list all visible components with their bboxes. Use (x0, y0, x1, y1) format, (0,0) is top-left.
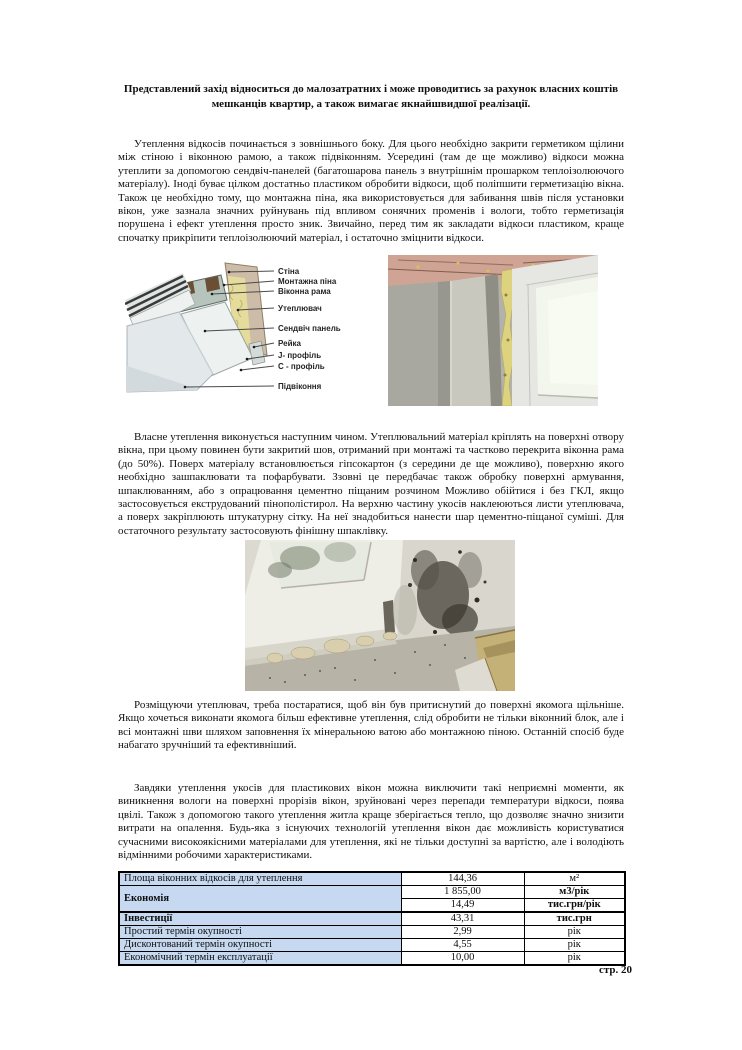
table-cell-value: 1 855,00 (401, 886, 524, 899)
table-cell-label: Економія (119, 886, 401, 913)
diagram-label-window-frame: Віконна рама (278, 287, 331, 296)
table-cell-value: 10,00 (401, 952, 524, 966)
table-row-savings-1 (119, 886, 625, 899)
page-number: стр. 20 (598, 964, 632, 976)
results-table (118, 871, 626, 966)
diagram-label-foam: Монтажна піна (278, 277, 337, 286)
table-cell-label: Площа віконних відкосів для утеплення (119, 872, 401, 886)
table-cell-unit: тис.грн (524, 912, 625, 926)
table-row-simple-payback (119, 926, 625, 939)
table-cell-unit: тис.грн/рік (524, 899, 625, 913)
page-title: Представлений захід відноситься до малозатратних і може проводитись за рахунок власних коштів мешканців квартир, а також вимагає якнайшвидшої реалізації. (123, 83, 619, 110)
photo-moldy-window-slope (245, 540, 515, 691)
photo-window-corner-insulation (388, 255, 598, 406)
table-cell-value: 14,49 (401, 899, 524, 913)
table-cell-label: Інвестиції (119, 912, 401, 926)
diagram-label-insulation: Утеплювач (278, 304, 322, 313)
table-row-area (119, 872, 625, 886)
table-cell-unit: м² (524, 872, 625, 886)
table-cell-value: 4,55 (401, 939, 524, 952)
table-cell-unit: м3/рік (524, 886, 625, 899)
diagram-label-c-profile: С - профіль (278, 362, 325, 371)
table-cell-unit: рік (524, 939, 625, 952)
diagram-label-sill: Підвіконня (278, 382, 322, 391)
photo1-corner-pillar (450, 276, 491, 406)
table-cell-value: 144,36 (401, 872, 524, 886)
paragraph-placement: Розміщуючи утеплювач, треба постаратися, щоб він був притиснутий до поверхні якомога щільніше. Якщо хочеться виконати якомога більш ефективне утеплення, слід обробити не тільки віконний блок, але і всі монтажні шви шляхом заповнення їх мінеральною ватою або монтажною піною. Останній спосіб буде набагато зручніший та ефективніший. (118, 699, 624, 752)
table-cell-unit: рік (524, 952, 625, 966)
paragraph-method: Власне утеплення виконується наступним чином. Утеплювальний матеріал кріплять на поверхні отвору вікна, при цьому повинен бути закритий шов, отриманий при монтажі та частково перекрита віконна рама (до 50%). Поверх матеріалу встановлюється гіпсокартон (з середини де ще можливо), поверхню якого необхідно зашпаклювати та пофарбувати. Ззовні це передбачає також обробку поверхні армування, шпаклюванням, або з опрацювання цементно піщаним розчином Можливо обійтися і без ГКЛ, якщо застосовується екструдований пінополістирол. На верхню частину укосів наклеюються листи утеплювача, а поверх закріплюють штукатурну сітку. На неї знадобиться нанести шар цементно-піщаної суміші. Для остаточного результату застосовують фінішну шпаклівку. (118, 431, 624, 537)
paragraph-intro: Утеплення відкосів починається з зовнішнього боку. Для цього необхідно закрити герметиком щілини між стіною і віконною рамою, а також підвіконням. Усередині (там де ще можливо) відкоси можна утеплити за допомогою сендвіч-панелей (багатошарова панель з внутрішнім прошарком теплоізолюючого матеріалу). Іноді буває цілком достатньо пластиком обробити відкоси, щоб поліпшити герметизацію вікна. Також це необхідно тому, що монтажна піна, яка використовується для забивання швів після установки вікон, уже зазнала значних руйнувань під впливом сонячних променів і вологи, тобто герметизація порушена і ефект утеплення просто зник. Звичайно, перед тим як закладати відкоси пластиком, краще спочатку прикріпити теплоізолюючий матеріал, і остаточно зміцнити відкоси. (118, 138, 624, 244)
diagram-label-sandwich-panel: Сендвіч панель (278, 324, 341, 333)
table-row-economic-lifetime (119, 952, 625, 966)
paragraph-benefits: Завдяки утеплення укосів для пластикових вікон можна виключити такі неприємні моменти, як виникнення вологи на поверхні прорізів вікон, зруйновані через перепади температури відкоси, поява цвілі. Також з допомогою такого утеплення житла краще зберігається тепло, що дозволяє значно знизити витрати на опалення. Будь-яка з існуючих технологій утеплення вікон дає можливість користуватися сучасними високоякісними матеріалами для утеплення, які не тільки доступні за вартістю, але і володіють відмінними робочими характеристиками. (118, 782, 624, 862)
table-cell-label: Дисконтований термін окупності (119, 939, 401, 952)
table-cell-unit: рік (524, 926, 625, 939)
table-cell-value: 43,31 (401, 912, 524, 926)
table-row-discounted-payback (119, 939, 625, 952)
table-row-investment (119, 912, 625, 926)
table-cell-label: Простий термін окупності (119, 926, 401, 939)
diagram-label-rail: Рейка (278, 339, 301, 348)
table-cell-label: Економічний термін експлуатації (119, 952, 401, 966)
diagram-label-wall: Стіна (278, 267, 300, 276)
diagram-label-j-profile: J- профіль (278, 351, 322, 360)
window-slope-diagram (125, 260, 347, 404)
table-cell-value: 2,99 (401, 926, 524, 939)
